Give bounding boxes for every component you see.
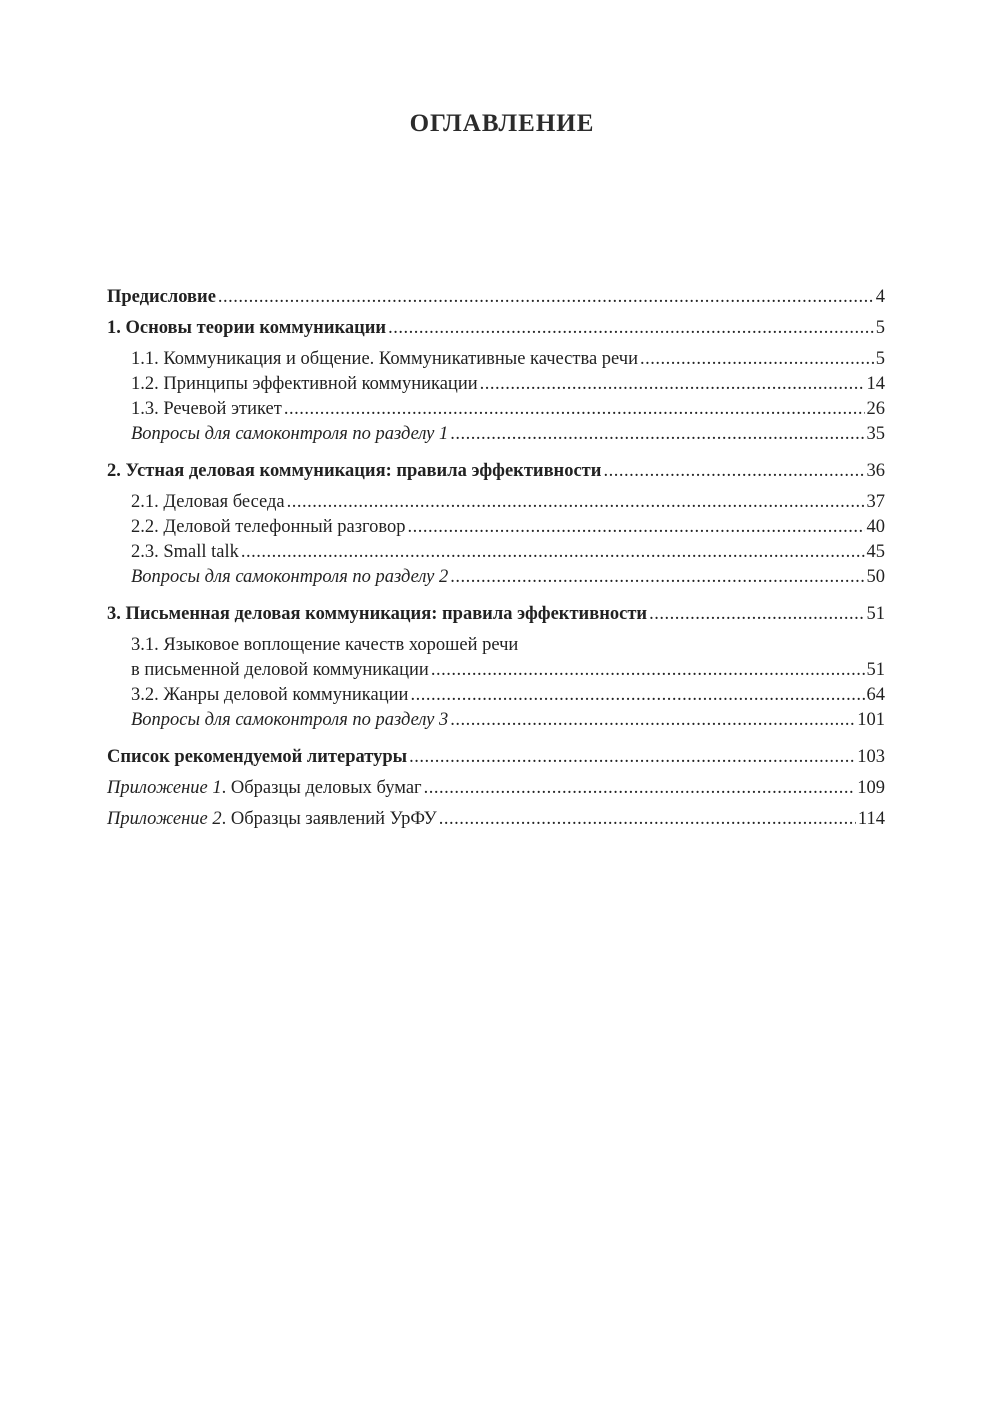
toc-entry-label: Вопросы для самоконтроля по разделу 2: [131, 567, 449, 587]
toc-entry-1-2[interactable]: [107, 372, 885, 397]
dot-leader: [410, 683, 864, 708]
toc-entry-appendix-1[interactable]: [107, 776, 885, 801]
toc-entry-label: 1. Основы теории коммуникации: [107, 318, 387, 338]
toc-entry-appendix-2[interactable]: [107, 807, 885, 832]
toc-entry-label: 1.3. Речевой этикет: [131, 399, 282, 419]
toc-page-number: 114: [857, 809, 885, 829]
toc-page-number: 5: [875, 318, 885, 338]
toc-entry-label: 2.2. Деловой телефонный разговор: [131, 517, 406, 537]
toc-entry-questions-2[interactable]: [107, 565, 885, 590]
toc-page-number: 51: [866, 604, 885, 624]
toc-entry-label: Вопросы для самоконтроля по разделу 3: [131, 710, 449, 730]
toc-page-number: 45: [866, 542, 885, 562]
appendix-label-rest: . Образцы заявлений УрФУ: [221, 809, 437, 829]
toc-entry-2-2[interactable]: [107, 515, 885, 540]
dot-leader: [218, 285, 874, 310]
appendix-label-italic: Приложение 2: [107, 809, 222, 829]
toc-page-number: 109: [857, 778, 885, 798]
toc-entry-literature[interactable]: [107, 745, 885, 770]
toc-entry-label: Предисловие: [107, 287, 216, 307]
toc-page-number: 35: [866, 424, 885, 444]
toc-entry-section-1[interactable]: [107, 316, 885, 341]
table-of-contents: [107, 285, 885, 832]
dot-leader: [603, 459, 864, 484]
appendix-label-italic: Приложение 1: [107, 778, 222, 798]
dot-leader: [480, 372, 865, 397]
dot-leader: [409, 745, 855, 770]
toc-entry-3-1-line1[interactable]: 3.1. Языковое воплощение качеств хорошей речи: [131, 635, 519, 655]
toc-entry-label: в письменной деловой коммуникации: [131, 660, 429, 680]
toc-entry-3-1[interactable]: [107, 658, 885, 683]
toc-entry-label: [107, 776, 422, 801]
toc-entry-questions-1[interactable]: [107, 422, 885, 447]
toc-entry-section-3[interactable]: [107, 602, 885, 627]
toc-entry-1-1[interactable]: [107, 347, 885, 372]
dot-leader: [408, 515, 865, 540]
page-title: ОГЛАВЛЕНИЕ: [409, 110, 595, 137]
toc-entry-preface[interactable]: [107, 285, 885, 310]
toc-entry-label: [107, 807, 437, 832]
dot-leader: [450, 422, 864, 447]
toc-page-number: 51: [866, 660, 885, 680]
toc-page-number: 40: [866, 517, 885, 537]
dot-leader: [287, 490, 865, 515]
toc-page-number: 26: [866, 399, 885, 419]
toc-page-number: 50: [866, 567, 885, 587]
dot-leader: [431, 658, 865, 683]
toc-page-number: 64: [866, 685, 885, 705]
dot-leader: [640, 347, 874, 372]
toc-page-number: 5: [875, 349, 885, 369]
dot-leader: [424, 776, 856, 801]
toc-page-number: 14: [866, 374, 885, 394]
toc-entry-label: Список рекомендуемой литературы: [107, 747, 408, 767]
toc-entry-3-2[interactable]: [107, 683, 885, 708]
toc-entry-label: 2.3. Small talk: [131, 542, 239, 562]
toc-page-number: 36: [866, 461, 885, 481]
toc-page-number: 101: [857, 710, 885, 730]
toc-page-number: 103: [857, 747, 885, 767]
dot-leader: [388, 316, 874, 341]
toc-entry-label: Вопросы для самоконтроля по разделу 1: [131, 424, 449, 444]
dot-leader: [241, 540, 865, 565]
dot-leader: [439, 807, 856, 832]
toc-entry-label: 2. Устная деловая коммуникация: правила эффективности: [107, 461, 602, 481]
toc-entry-label: 3. Письменная деловая коммуникация: правила эффективности: [107, 604, 648, 624]
toc-page-number: 37: [866, 492, 885, 512]
toc-entry-label: 2.1. Деловая беседа: [131, 492, 285, 512]
appendix-label-rest: . Образцы деловых бумаг: [221, 778, 422, 798]
dot-leader: [450, 708, 855, 733]
toc-entry-label: 1.2. Принципы эффективной коммуникации: [131, 374, 478, 394]
toc-entry-section-2[interactable]: [107, 459, 885, 484]
toc-entry-1-3[interactable]: [107, 397, 885, 422]
toc-entry-label: 3.2. Жанры деловой коммуникации: [131, 685, 409, 705]
dot-leader: [284, 397, 865, 422]
toc-page-number: 4: [875, 287, 885, 307]
dot-leader: [450, 565, 864, 590]
toc-entry-2-3[interactable]: [107, 540, 885, 565]
toc-entry-questions-3[interactable]: [107, 708, 885, 733]
toc-entry-label: 1.1. Коммуникация и общение. Коммуникативные качества речи: [131, 349, 639, 369]
toc-entry-2-1[interactable]: [107, 490, 885, 515]
dot-leader: [649, 602, 864, 627]
